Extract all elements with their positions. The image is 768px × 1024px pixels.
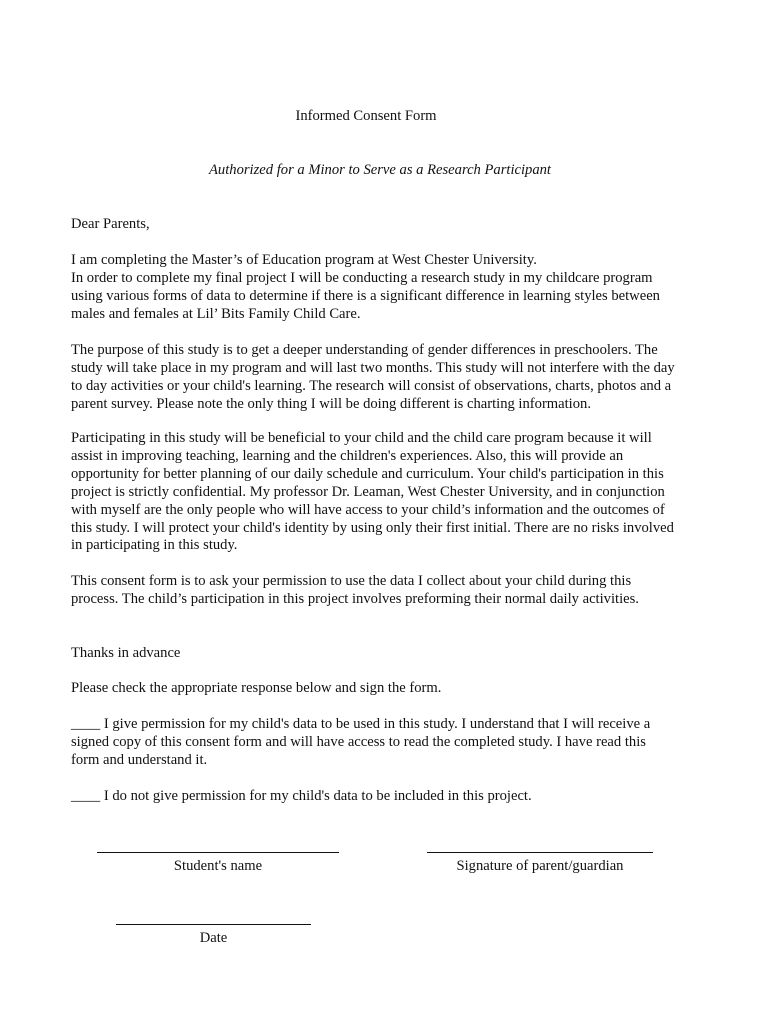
date-signature-line[interactable] xyxy=(116,924,311,925)
purpose-line: to day activities or your child's learning. The research will consist of observations, charts, photos and a xyxy=(71,377,672,394)
benefits-line: with myself are the only people who will have access to your child’s information and the outcomes of xyxy=(71,501,665,518)
give-permission-line: signed copy of this consent form and will have access to read the completed study. I have read this xyxy=(71,733,646,750)
benefits-line: this study. I will protect your child's identity by using only their first initial. There are no risks involved xyxy=(71,519,674,536)
consent-line: process. The child’s participation in this project involves preforming their normal daily activities. xyxy=(71,590,639,607)
date-label: Date xyxy=(199,930,228,946)
intro-line: males and females at Lil’ Bits Family Child Care. xyxy=(71,305,361,322)
intro-line: using various forms of data to determine if there is a significant difference in learning styles between xyxy=(71,287,660,304)
deny-permission-line: ____ I do not give permission for my child's data to be included in this project. xyxy=(71,788,532,804)
purpose-line: The purpose of this study is to get a deeper understanding of gender differences in preschoolers. The xyxy=(71,342,658,358)
instructions-line: Please check the appropriate response below and sign the form. xyxy=(71,680,442,696)
thanks-line: Thanks in advance xyxy=(71,645,181,661)
purpose-line: parent survey. Please note the only thing I will be doing different is charting information. xyxy=(71,395,591,412)
purpose-paragraph xyxy=(71,342,703,414)
consent-paragraph xyxy=(71,573,703,609)
benefits-line: assist in improving teaching, learning and the children's experiences. Also, this will provide an xyxy=(71,447,624,464)
date-field[interactable] xyxy=(116,924,311,948)
benefits-line: in participating in this study. xyxy=(71,537,238,554)
intro-line: I am completing the Master’s of Education program at West Chester University. xyxy=(71,252,537,268)
consent-line: This consent form is to ask your permission to use the data I collect about your child during this xyxy=(71,573,632,589)
give-permission-option[interactable] xyxy=(71,716,703,770)
benefits-line: opportunity for better planning of our daily schedule and curriculum. Your child's participation in this xyxy=(71,465,664,482)
benefits-paragraph xyxy=(71,430,703,555)
purpose-line: study will take place in my program and will last two months. This study will not interfere with the day xyxy=(71,359,675,376)
give-permission-line: form and understand it. xyxy=(71,751,208,768)
intro-line: In order to complete my final project I will be conducting a research study in my childcare program xyxy=(71,269,653,286)
give-permission-line: ____ I give permission for my child's data to be used in this study. I understand that I will receive a xyxy=(71,716,651,732)
student-name-signature-line[interactable] xyxy=(97,852,339,853)
benefits-line: Participating in this study will be beneficial to your child and the child care program because it will xyxy=(71,430,652,446)
parent-signature-line[interactable] xyxy=(427,852,653,853)
form-title: Informed Consent Form xyxy=(295,108,437,124)
form-subtitle: Authorized for a Minor to Serve as a Research Participant xyxy=(209,162,551,178)
deny-permission-option[interactable] xyxy=(71,788,703,806)
parent-signature-label: Signature of parent/guardian xyxy=(456,858,624,874)
benefits-line: project is strictly confidential. My professor Dr. Leaman, West Chester University, and in conjunction xyxy=(71,483,665,500)
parent-signature-field[interactable] xyxy=(427,852,653,876)
student-name-label: Student's name xyxy=(173,858,263,874)
student-name-field[interactable] xyxy=(97,852,339,876)
intro-paragraph xyxy=(71,252,703,324)
greeting: Dear Parents, xyxy=(71,216,150,232)
